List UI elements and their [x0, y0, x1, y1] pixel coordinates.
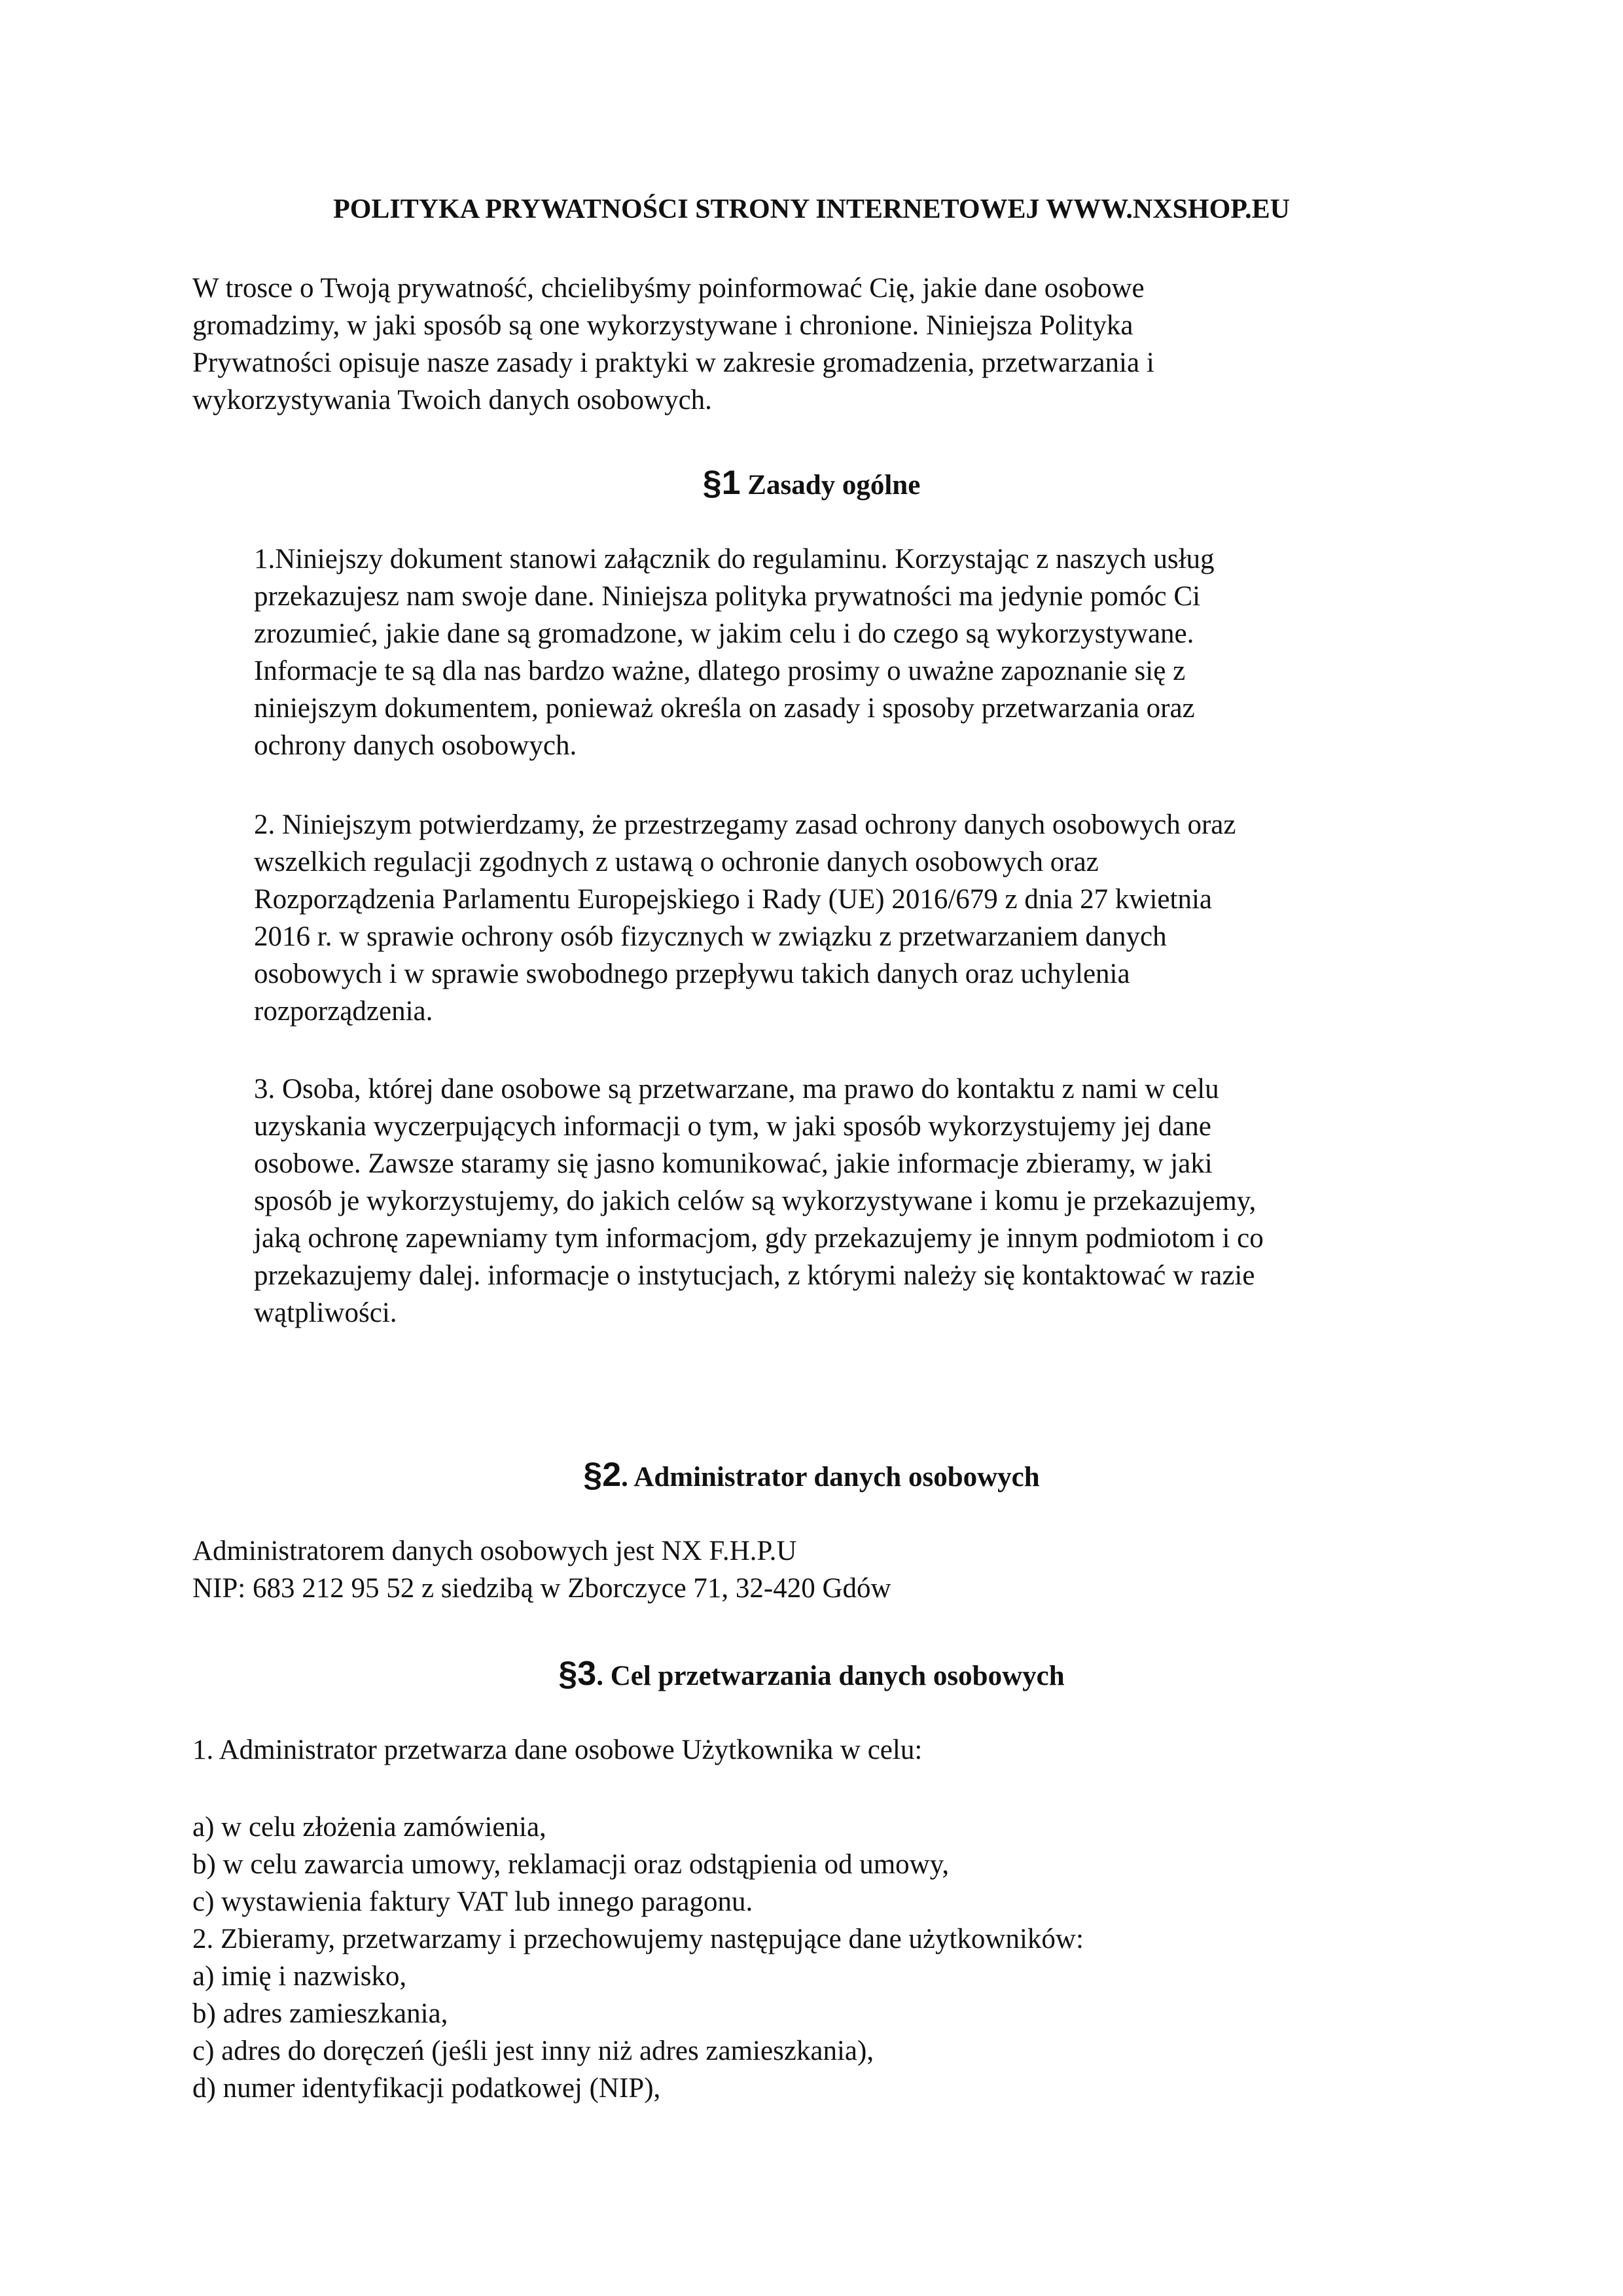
list-item: d) numer identyfikacji podatkowej (NIP),: [192, 2073, 661, 2104]
text-line: Administratorem danych osobowych jest NX F.H.P.U: [192, 1536, 797, 1566]
section-3-symbol: §3: [558, 1655, 597, 1693]
list-item: c) adres do doręczeń (jeśli jest inny niż adres zamieszkania),: [192, 2036, 874, 2066]
text-line: przekazujemy dalej. informacje o instytucjach, z którymi należy się kontaktować w razie: [254, 1260, 1255, 1291]
list-item: b) w celu zawarcia umowy, reklamacji oraz odstąpienia od umowy,: [192, 1849, 950, 1880]
list-item: a) imię i nazwisko,: [192, 1961, 407, 1992]
text-line: 2. Niniejszym potwierdzamy, że przestrzegamy zasad ochrony danych osobowych oraz: [254, 809, 1236, 840]
text-line: wykorzystywania Twoich danych osobowych.: [192, 385, 712, 415]
text-line: Prywatności opisuje nasze zasady i praktyki w zakresie gromadzenia, przetwarzania i: [192, 347, 1154, 378]
text-line: Informacje te są dla nas bardzo ważne, dlatego prosimy o uważne zapoznanie się z: [254, 656, 1186, 686]
section-3-title: . Cel przetwarzania danych osobowych: [596, 1661, 1065, 1691]
text-line: NIP: 683 212 95 52 z siedzibą w Zborczyce 71, 32-420 Gdów: [192, 1573, 891, 1604]
text-line: niniejszym dokumentem, ponieważ określa on zasady i sposoby przetwarzania oraz: [254, 693, 1195, 724]
section-1-paragraph-1: [254, 540, 1215, 764]
text-line: sposób je wykorzystujemy, do jakich celów są wykorzystywane i komu je przekazujemy,: [254, 1186, 1257, 1216]
text-line: rozporządzenia.: [254, 996, 433, 1027]
text-line: osobowe. Zawsze staramy się jasno komunikować, jakie informacje zbieramy, w jaki: [254, 1148, 1213, 1179]
section-1-paragraph-3: [254, 1070, 1264, 1332]
text-line: W trosce o Twoją prywatność, chcielibyśmy poinformować Cię, jakie dane osobowe: [192, 273, 1145, 304]
text-line: uzyskania wyczerpujących informacji o tym, w jaki sposób wykorzystujemy jej dane: [254, 1111, 1211, 1142]
section-3-intro: [192, 1731, 922, 1769]
intro-paragraph: [192, 270, 1154, 419]
text-line: jaką ochronę zapewniamy tym informacjom, gdy przekazujemy je innym podmiotom i co: [254, 1223, 1264, 1254]
list-item: c) wystawienia faktury VAT lub innego paragonu.: [192, 1886, 753, 1917]
list-item: b) adres zamieszkania,: [192, 1998, 448, 2029]
text-line: 1. Administrator przetwarza dane osobowe Użytkownika w celu:: [192, 1735, 923, 1765]
text-line: 3. Osoba, której dane osobowe są przetwarzane, ma prawo do kontaktu z nami w celu: [254, 1074, 1219, 1104]
section-1-heading: [0, 465, 1623, 504]
administrator-info: [192, 1532, 891, 1607]
document-title: POLITYKA PRYWATNOŚCI STRONY INTERNETOWEJ WWW.NXSHOP.EU: [333, 194, 1290, 224]
text-line: zrozumieć, jakie dane są gromadzone, w jakim celu i do czego są wykorzystywane.: [254, 618, 1194, 649]
text-line: wątpliwości.: [254, 1298, 397, 1328]
section-1-title: Zasady ogólne: [740, 470, 921, 501]
section-2-symbol: §2: [583, 1456, 622, 1494]
section-3-list: [192, 1809, 1084, 2107]
text-line: wszelkich regulacji zgodnych z ustawą o ochronie danych osobowych oraz: [254, 847, 1099, 877]
text-line: przekazujesz nam swoje dane. Niniejsza polityka prywatności ma jedynie pomóc Ci: [254, 581, 1201, 612]
text-line: Rozporządzenia Parlamentu Europejskiego i Rady (UE) 2016/679 z dnia 27 kwietnia: [254, 884, 1212, 915]
text-line: 1.Niniejszy dokument stanowi załącznik do regulaminu. Korzystając z naszych usług: [254, 544, 1215, 574]
text-line: osobowych i w sprawie swobodnego przepływu takich danych oraz uchylenia: [254, 959, 1130, 989]
section-3-heading: [0, 1655, 1623, 1695]
list-item: a) w celu złożenia zamówienia,: [192, 1812, 546, 1843]
section-1-paragraph-2: [254, 806, 1236, 1030]
section-2-heading: [0, 1457, 1623, 1496]
text-line: ochrony danych osobowych.: [254, 730, 577, 761]
section-1-symbol: §1: [702, 464, 741, 502]
text-line: gromadzimy, w jaki sposób są one wykorzystywane i chronione. Niniejsza Polityka: [192, 310, 1133, 341]
list-item: 2. Zbieramy, przetwarzamy i przechowujemy następujące dane użytkowników:: [192, 1924, 1084, 1954]
text-line: 2016 r. w sprawie ochrony osób fizycznych w związku z przetwarzaniem danych: [254, 921, 1167, 952]
section-2-title: . Administrator danych osobowych: [621, 1462, 1040, 1492]
